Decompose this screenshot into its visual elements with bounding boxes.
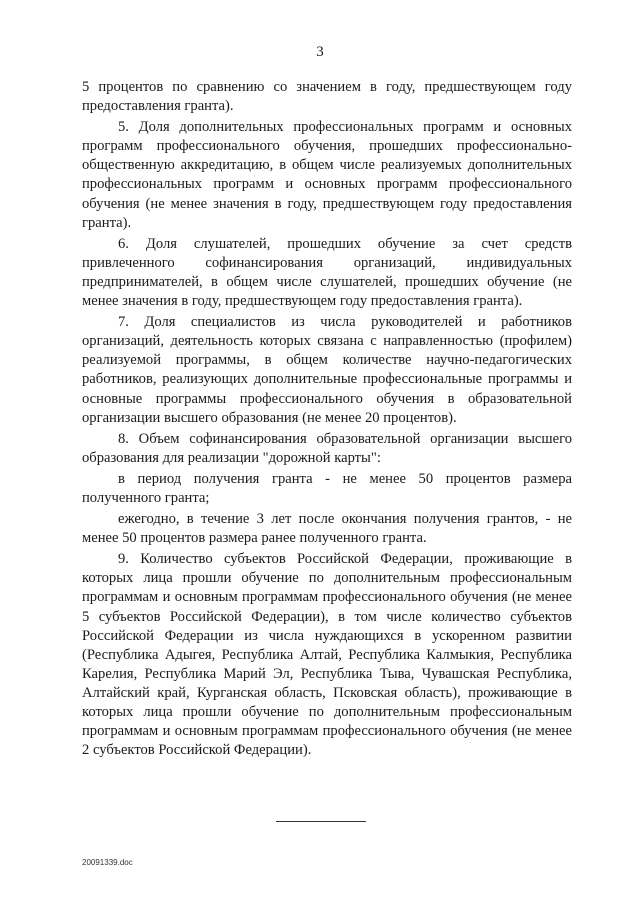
paragraph-item-9: 9. Количество субъектов Российской Федерации, проживающие в которых лица прошли обучение по дополнительным профессиональным программам и основным программам профессионального обучения (не менее 5 субъектов Российской Федерации), в том числе количество субъектов Российской Федерации из числа нуждающихся в ускоренном развитии (Республика Адыгея, Республика Алтай, Республика Калмыкия, Республика Карелия, Республика Марий Эл, Республика Тыва, Чувашская Республика, Алтайский край, Курганская область, Псковская область), проживающие в которых лица прошли обучение по дополнительным профессиональным программам и основным программам профессионального обучения (не менее 2 субъектов Российской Федерации). (82, 551, 572, 759)
paragraph-item-8-sub-2: ежегодно, в течение 3 лет после окончания получения грантов, - не менее 50 процентов размера ранее полученного гранта. (82, 511, 572, 547)
paragraph-item-8-sub-1: в период получения гранта - не менее 50 процентов размера полученного гранта; (82, 470, 572, 506)
paragraph-item-8: 8. Объем софинансирования образовательной организации высшего образования для реализации "дорожной карты": (82, 430, 572, 466)
document-body (82, 78, 572, 762)
paragraph-continuation: 5 процентов по сравнению со значением в году, предшествующем году предоставления гранта). (82, 79, 572, 115)
paragraph-item-6: 6. Доля слушателей, прошедших обучение за счет средств привлеченного софинансирования организаций, индивидуальных предпринимателей, в общем числе слушателей, прошедших обучение (не менее значения в году, предшествующем году предоставления гранта). (82, 235, 572, 310)
paragraph-item-7: 7. Доля специалистов из числа руководителей и работников организаций, деятельность которых связана с направленностью (профилем) реализуемой программы, в общем количестве научно-педагогических работников, реализующих дополнительные профессиональные программы и основные программы профессионального обучения в образовательной организации высшего образования (не менее 20 процентов). (82, 314, 572, 426)
page-number: 3 (316, 44, 324, 60)
file-name-footer: 20091339.doc (82, 858, 133, 867)
end-divider (276, 821, 366, 822)
paragraph-item-5: 5. Доля дополнительных профессиональных программ и основных программ профессионального обучения, прошедших профессионально-общественную аккредитацию, в общем числе реализуемых дополнительных профессиональных программ и основных программ профессионального обучения (не менее значения в году, предшествующем году предоставления гранта). (82, 119, 572, 231)
